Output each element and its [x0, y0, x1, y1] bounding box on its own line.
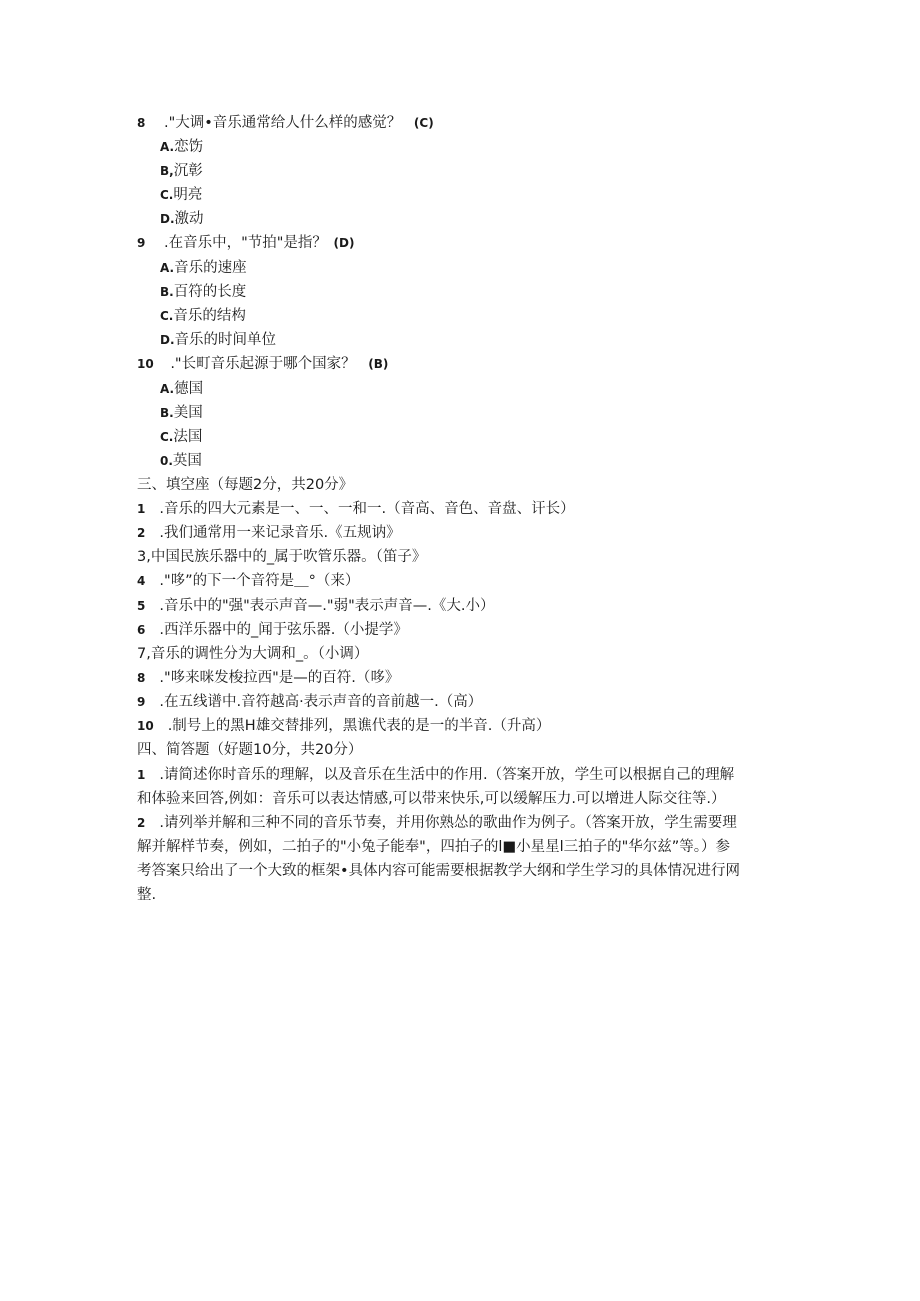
question-number: 8 — [137, 116, 146, 130]
item-text: .音乐中的"强"表示声音—."弱"表示声音—.《大.小） — [159, 598, 495, 614]
question-answer: (C) — [413, 116, 434, 130]
question-text: ."长町音乐起源于哪个国家？ — [170, 356, 356, 372]
fill-item-3 — [137, 548, 426, 566]
option-letter: C. — [160, 309, 174, 323]
section-3-heading: 三、填空座（每题2分，共20分》 — [137, 477, 354, 493]
option-letter: 0. — [160, 454, 173, 468]
item-number: 4 — [137, 574, 146, 588]
option-letter: B. — [160, 285, 174, 299]
item-number: 2 — [137, 816, 146, 830]
option-text: 明亮 — [173, 187, 203, 203]
item-number: 2 — [137, 526, 146, 540]
item-text: .我们通常用一来记录音乐.《五规讷》 — [159, 525, 401, 541]
item-text: .在五线谱中.音符越高·表示声音的音前越一.（高） — [159, 694, 483, 710]
option-c — [160, 307, 246, 325]
question-8 — [137, 114, 434, 132]
item-number: 10 — [137, 719, 154, 733]
item-text: 3,中国民族乐器中的_属于吹管乐器。（笛子》 — [137, 549, 427, 565]
option-letter: B. — [160, 406, 174, 420]
question-answer: (B) — [368, 357, 389, 371]
option-text: 百符的长度 — [173, 284, 247, 300]
question-text: ."大调•音乐通常给人什么样的感觉？ — [163, 115, 402, 131]
item-text: 7,音乐的调性分为大调和_。（小调） — [137, 646, 369, 662]
short-answer-2-line-4: 整. — [137, 887, 157, 903]
fill-item-10 — [137, 717, 550, 735]
option-c — [160, 186, 202, 204]
option-letter: C. — [160, 188, 174, 202]
item-number: 8 — [137, 671, 146, 685]
fill-item-1 — [137, 500, 575, 518]
option-text: 美国 — [173, 405, 203, 421]
option-text: 德国 — [174, 381, 204, 397]
option-a — [160, 138, 203, 156]
item-text: .请列举并解和三种不同的音乐节奏，并用你熟怂的歌曲作为例子。（答案开放，学生需要理 — [159, 815, 737, 831]
option-c — [160, 428, 202, 446]
item-number: 5 — [137, 599, 146, 613]
option-b — [160, 404, 203, 422]
option-text: 音乐的时间单位 — [174, 332, 277, 348]
short-answer-1-line-2: 和体验来回答,例如：音乐可以表达情感,可以带来快乐,可以缓解压力.可以增进人际交往等.） — [137, 791, 726, 807]
option-text: 法国 — [173, 429, 203, 445]
item-text: .音乐的四大元素是一、一、一和一.（音高、音色、音盘、讦长） — [159, 501, 575, 517]
fill-item-5 — [137, 597, 494, 615]
option-letter: B, — [160, 164, 174, 178]
option-letter: A. — [160, 382, 175, 396]
option-d — [160, 452, 202, 470]
fill-item-9 — [137, 693, 482, 711]
option-text: 恋饬 — [174, 139, 204, 155]
question-9 — [137, 234, 354, 252]
option-text: 沉彰 — [173, 163, 203, 179]
short-answer-1-line-1 — [137, 766, 734, 784]
option-d — [160, 331, 276, 349]
question-text: .在音乐中，"节拍"是指？ — [163, 235, 327, 251]
option-letter: A. — [160, 140, 175, 154]
question-10 — [137, 355, 388, 373]
question-answer: (D) — [333, 236, 355, 250]
short-answer-2-line-3: 考答案只给出了一个大致的框架•具体内容可能需要根据教学大纲和学生学习的具体情况进行网 — [137, 863, 741, 879]
option-a — [160, 259, 247, 277]
item-number: 9 — [137, 695, 146, 709]
item-number: 1 — [137, 502, 146, 516]
short-answer-2-line-2: 解并解样节奏，例如，二拍子的"小兔子能奉"，四拍子的l■小星星l三拍子的"华尔兹”等。）参 — [137, 839, 731, 855]
fill-item-4 — [137, 572, 359, 590]
option-d — [160, 210, 204, 228]
option-text: 激动 — [174, 211, 204, 227]
item-text: .请简述你时音乐的理解，以及音乐在生活中的作用.（答案开放，学生可以根据自己的理解 — [159, 767, 735, 783]
item-text: .制号上的黑H雄交替排列，黑谯代表的是一的半音.（升高） — [167, 718, 551, 734]
option-letter: D. — [160, 333, 175, 347]
option-letter: D. — [160, 212, 175, 226]
section-4-heading: 四、简答题（好题10分，共20分） — [137, 742, 363, 758]
question-number: 9 — [137, 236, 146, 250]
fill-item-8 — [137, 669, 399, 687]
fill-item-6 — [137, 621, 408, 639]
option-b — [160, 162, 203, 180]
item-text: ."哆来咪发梭拉西"是—的百符.（哆》 — [159, 670, 400, 686]
option-letter: A. — [160, 261, 175, 275]
option-text: 音乐的结构 — [173, 308, 246, 324]
fill-item-7 — [137, 645, 368, 663]
fill-item-2 — [137, 524, 401, 542]
option-text: 音乐的速座 — [174, 260, 247, 276]
item-number: 6 — [137, 623, 146, 637]
option-a — [160, 380, 203, 398]
item-text: .西洋乐器中的_闻于弦乐器.（小提学》 — [159, 622, 408, 638]
option-letter: C. — [160, 430, 174, 444]
item-number: 1 — [137, 768, 146, 782]
question-number: 10 — [137, 357, 154, 371]
item-text: ."哆”的下一个音符是＿°（来） — [159, 573, 360, 589]
option-b — [160, 283, 246, 301]
option-text: 英国 — [172, 453, 202, 469]
short-answer-2-line-1 — [137, 814, 737, 832]
